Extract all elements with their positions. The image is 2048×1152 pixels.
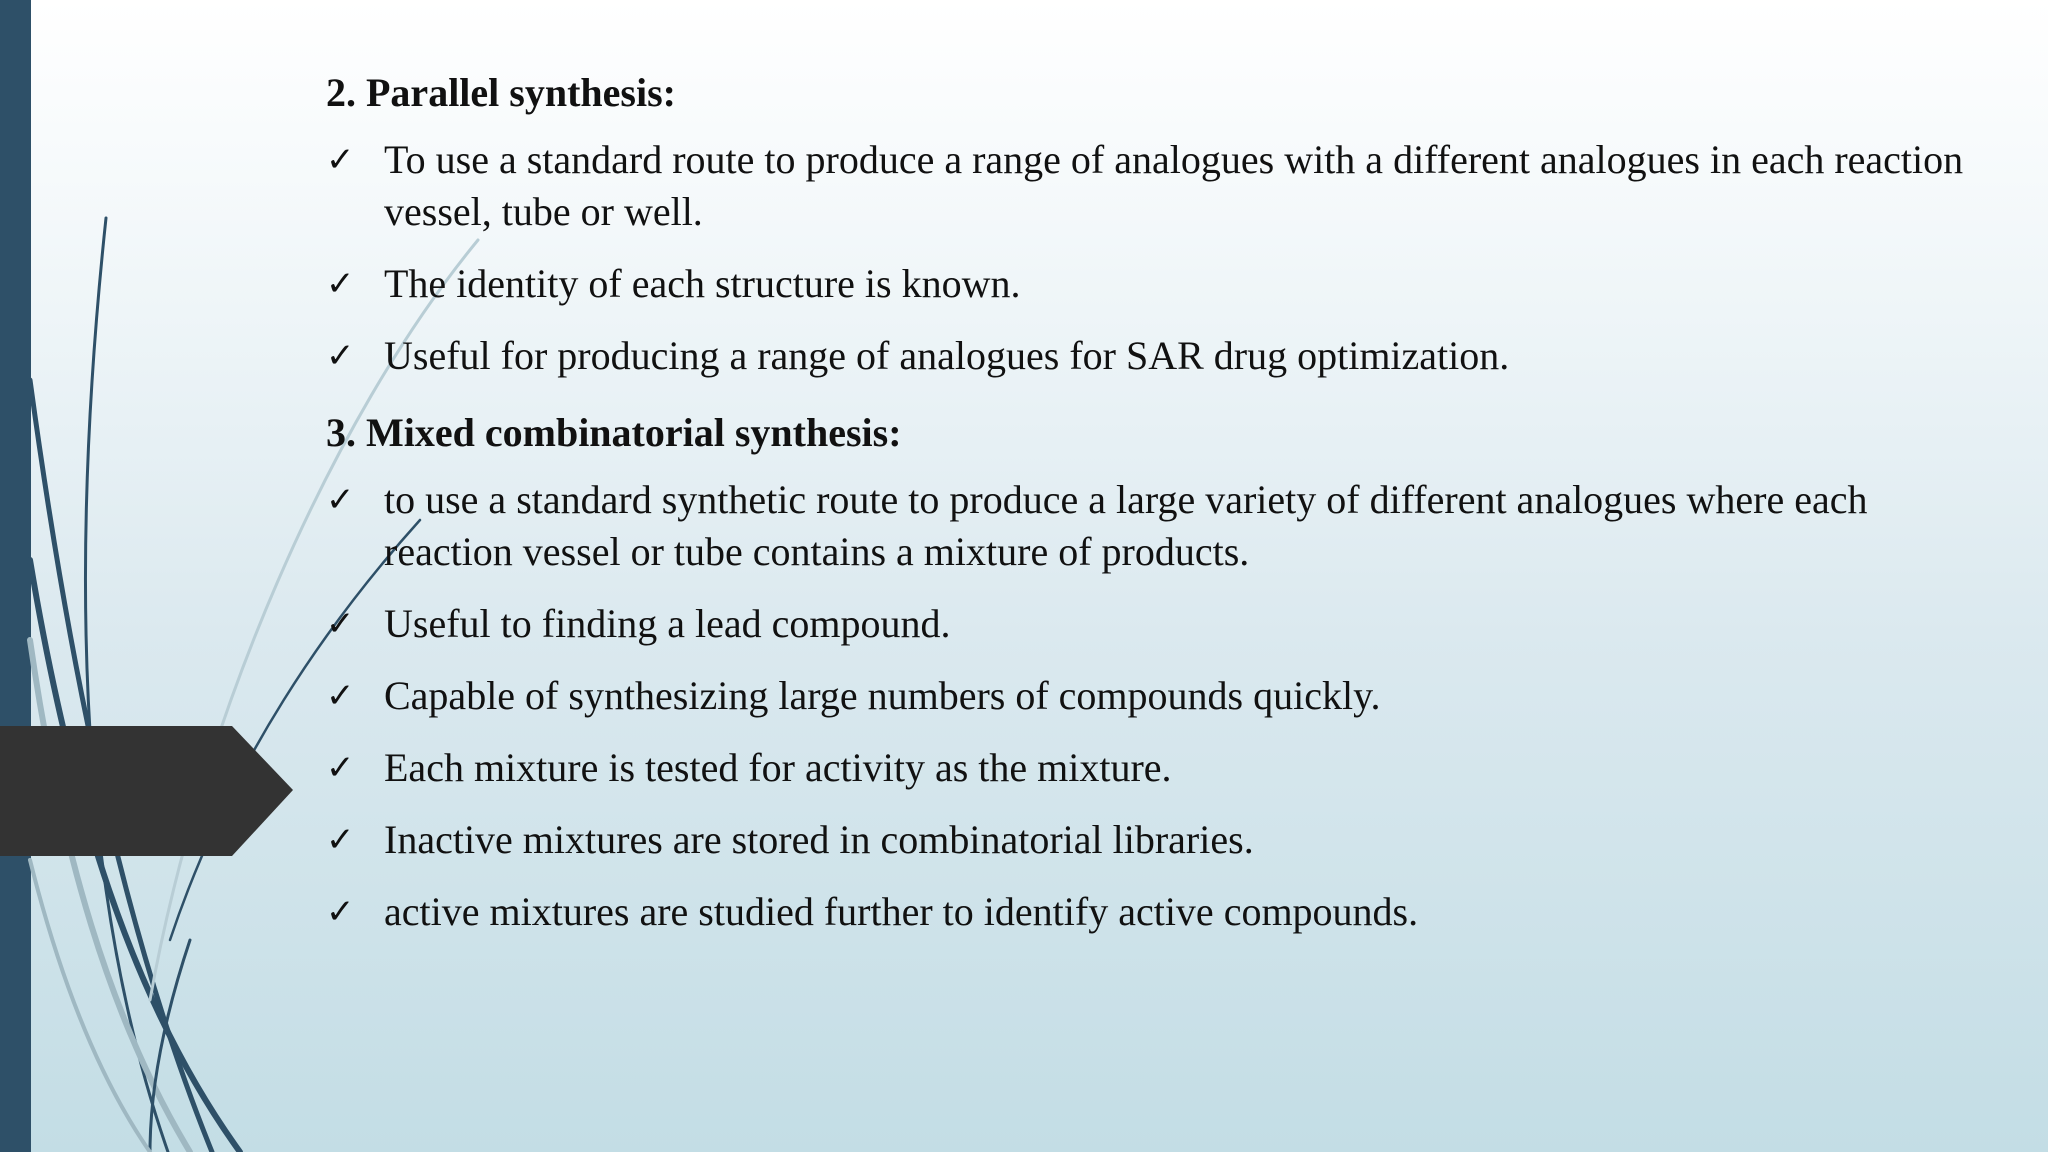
list-item-text: Each mixture is tested for activity as the mixture.	[384, 745, 1172, 790]
list-item	[326, 670, 1966, 722]
check-mark-icon: ✓	[326, 604, 355, 644]
slide-content	[326, 62, 1966, 958]
section-heading: 2. Parallel synthesis:	[326, 70, 676, 115]
list-item-text: Useful for producing a range of analogues for SAR drug optimization.	[384, 333, 1510, 378]
list-item	[326, 134, 1966, 238]
list-item	[326, 258, 1966, 310]
arrow-tab-shape	[0, 726, 293, 856]
list-item	[326, 474, 1966, 578]
check-mark-icon: ✓	[326, 676, 355, 716]
check-mark-icon: ✓	[326, 892, 355, 932]
list-item-text: To use a standard route to produce a range of analogues with a different analogues in each reaction vessel, tube or well.	[384, 137, 1964, 234]
check-mark-icon: ✓	[326, 480, 355, 520]
list-item-text: Inactive mixtures are stored in combinatorial libraries.	[384, 817, 1254, 862]
check-mark-icon: ✓	[326, 748, 355, 788]
list-item	[326, 886, 1966, 938]
list-item	[326, 742, 1966, 794]
list-item-text: to use a standard synthetic route to produce a large variety of different analogues where each reaction vessel or tube contains a mixture of products.	[384, 477, 1868, 574]
list-item	[326, 814, 1966, 866]
list-item-text: Useful to finding a lead compound.	[384, 601, 951, 646]
list-item-text: active mixtures are studied further to identify active compounds.	[384, 889, 1419, 934]
section-heading: 3. Mixed combinatorial synthesis:	[326, 410, 902, 455]
list-item-text: Capable of synthesizing large numbers of compounds quickly.	[384, 673, 1381, 718]
bullet-list	[326, 134, 1966, 382]
list-item	[326, 598, 1966, 650]
list-item-text: The identity of each structure is known.	[384, 261, 1021, 306]
check-mark-icon: ✓	[326, 336, 355, 376]
list-item	[326, 330, 1966, 382]
check-mark-icon: ✓	[326, 820, 355, 860]
bullet-list	[326, 474, 1966, 938]
check-mark-icon: ✓	[326, 140, 355, 180]
check-mark-icon: ✓	[326, 264, 355, 304]
